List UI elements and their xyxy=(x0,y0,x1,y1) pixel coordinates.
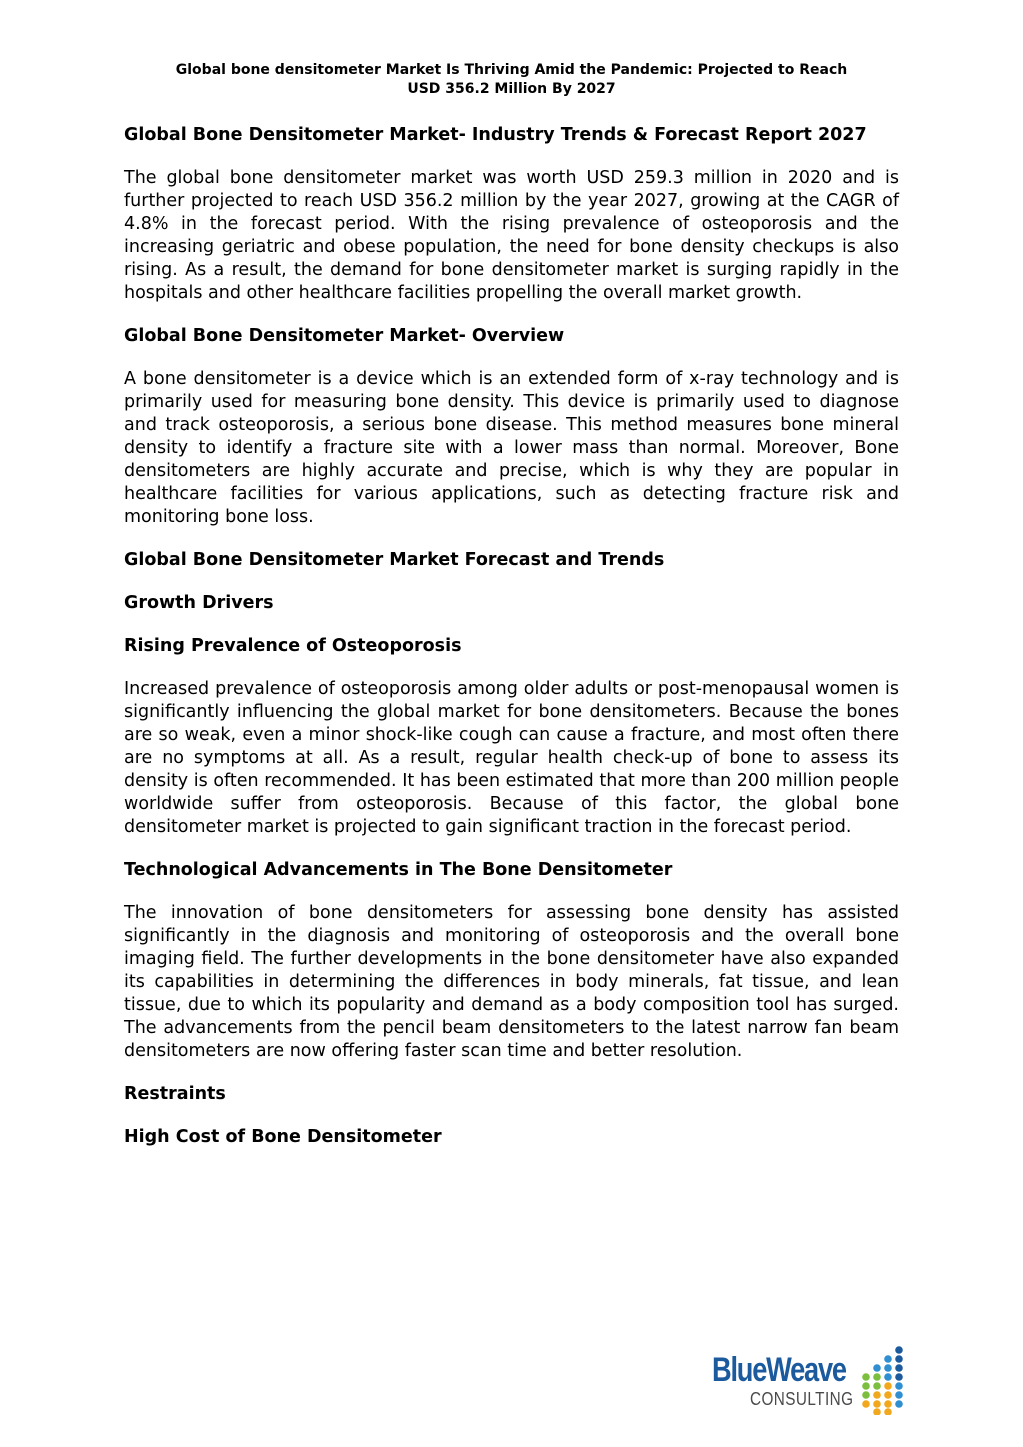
logo-dot xyxy=(862,1382,870,1390)
section-heading: Technological Advancements in The Bone Densitometer xyxy=(124,860,673,880)
logo-dot xyxy=(895,1373,903,1381)
logo-dot xyxy=(862,1400,870,1408)
logo-dot xyxy=(873,1408,881,1415)
logo-dot xyxy=(862,1373,870,1381)
logo-dot xyxy=(873,1382,881,1390)
logo-dot xyxy=(895,1382,903,1390)
logo-subtitle: CONSULTING xyxy=(750,1389,854,1409)
paragraph: Increased prevalence of osteoporosis among older adults or post-menopausal women is significantly influencing the global market for bone densitometers. Because the bones are so weak, even a minor shock-like cough can cause a fracture, and most often there are no symptoms at all. As a result, regular health check-up of bone to assess its density is often recommended. It has been estimated that more than 200 million people worldwide suffer from osteoporosis. Because of this factor, the global bone densitometer market is projected to gain significant traction in the forecast period. xyxy=(124,679,899,837)
section-heading: Restraints xyxy=(124,1084,226,1104)
page-header xyxy=(100,61,923,99)
logo-dot xyxy=(895,1346,903,1354)
section-heading: Global Bone Densitometer Market- Overview xyxy=(124,326,565,346)
logo-dot xyxy=(895,1364,903,1372)
document-body xyxy=(124,124,899,1169)
logo-dot xyxy=(884,1373,892,1381)
logo-dots-icon xyxy=(862,1345,908,1415)
logo-dot xyxy=(884,1408,892,1415)
paragraph: The global bone densitometer market was worth USD 259.3 million in 2020 and is further projected to reach USD 356.2 million by the year 2027, growing at the CAGR of 4.8% in the forecast period. With the rising prevalence of osteoporosis and the increasing geriatric and obese population, the need for bone density checkups is also rising. As a result, the demand for bone densitometer market is surging rapidly in the hospitals and other healthcare facilities propelling the overall market growth. xyxy=(124,168,899,303)
section-heading: Growth Drivers xyxy=(124,593,274,613)
logo-dot xyxy=(884,1364,892,1372)
logo-dot xyxy=(884,1391,892,1399)
paragraph: A bone densitometer is a device which is an extended form of x-ray technology and is primarily used for measuring bone density. This device is primarily used to diagnose and track osteoporosis, a serious bone disease. This method measures bone mineral density to identify a fracture site with a lower mass than normal. Moreover, Bone densitometers are highly accurate and precise, which is why they are popular in healthcare facilities for various applications, such as detecting fracture risk and monitoring bone loss. xyxy=(124,369,899,527)
logo-dot xyxy=(895,1391,903,1399)
header-line-2: USD 356.2 Million By 2027 xyxy=(407,81,616,97)
logo-dot xyxy=(884,1382,892,1390)
section-heading: Global Bone Densitometer Market Forecast and Trends xyxy=(124,550,665,570)
logo-dot xyxy=(873,1391,881,1399)
section-heading: Rising Prevalence of Osteoporosis xyxy=(124,636,462,656)
section-heading: High Cost of Bone Densitometer xyxy=(124,1127,442,1147)
logo-dot xyxy=(873,1373,881,1381)
logo-dot xyxy=(862,1391,870,1399)
paragraph: The innovation of bone densitometers for assessing bone density has assisted significantly in the diagnosis and monitoring of osteoporosis and the overall bone imaging field. The further developments in the bone densitometer have also expanded its capabilities in determining the differences in body minerals, fat tissue, and lean tissue, due to which its popularity and demand as a body composition tool has surged. The advancements from the pencil beam densitometers to the latest narrow fan beam densitometers are now offering faster scan time and better resolution. xyxy=(124,903,899,1061)
header-line-1: Global bone densitometer Market Is Thriving Amid the Pandemic: Projected to Reach xyxy=(175,62,848,78)
logo-dot xyxy=(873,1364,881,1372)
logo-wordmark: BlueWeave xyxy=(712,1351,846,1389)
logo-dot xyxy=(895,1400,903,1408)
logo-dot xyxy=(895,1355,903,1363)
logo-dot xyxy=(884,1355,892,1363)
blueweave-logo xyxy=(712,1345,908,1415)
logo-dot xyxy=(873,1400,881,1408)
section-heading: Global Bone Densitometer Market- Industry Trends & Forecast Report 2027 xyxy=(124,125,867,145)
logo-dot xyxy=(884,1400,892,1408)
